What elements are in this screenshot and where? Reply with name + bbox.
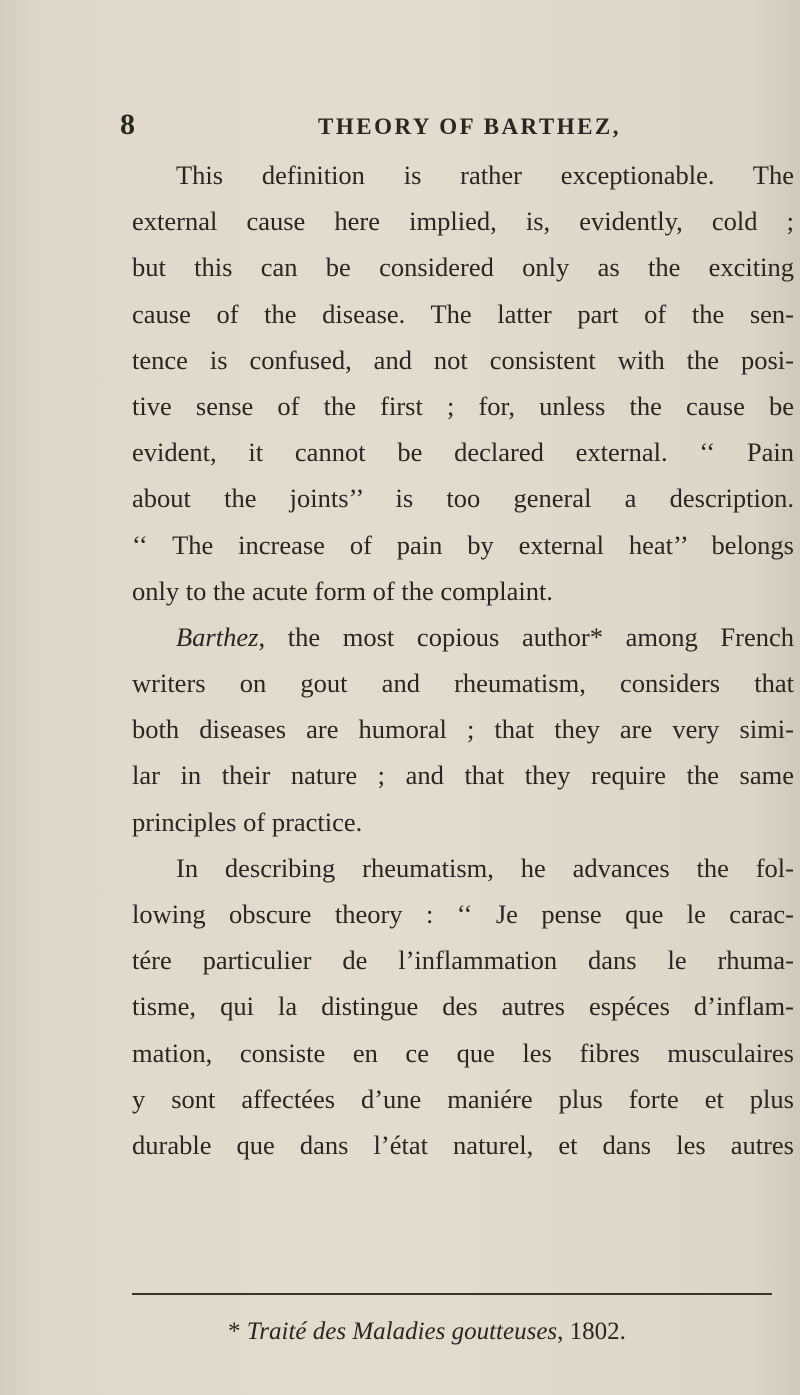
text-line: tére particulier de l’inflammation dans le rhuma- [132,945,794,976]
text-line: principles of practice. [132,806,363,837]
text-line: This definition is rather exceptionable. The [176,160,794,190]
running-title: THEORY OF BARTHEZ, [318,114,622,139]
footnote: * Traité des Maladies goutteuses, 1802. [228,1318,626,1345]
text-line: Barthez, the most copious author* among French [176,621,794,652]
author-name: Barthez [176,621,259,652]
text-line: tisme, qui la distingue des autres espéces d’inflam- [132,991,794,1022]
page-number: 8 [120,108,135,141]
text-line: about the joints’’ is too general a description. [132,483,794,514]
text-line: external cause here implied, is, evidently, cold ; [132,206,794,237]
text-line: but this can be considered only as the exciting [132,252,794,283]
running-head [0,108,800,148]
text-line: evident, it cannot be declared external. ‘‘ Pain [132,437,794,468]
footnote-divider [132,1293,772,1295]
text-line: lar in their nature ; and that they require the same [132,760,794,791]
text-line: writers on gout and rheumatism, considers that [132,668,794,699]
text-line: mation, consiste en ce que les fibres musculaires [132,1037,794,1068]
work-title: Traité des Maladies goutteuses [246,1318,558,1345]
text-line: only to the acute form of the complaint. [132,575,553,606]
text-line: durable que dans l’état naturel, et dans les autres [132,1129,794,1160]
body-text [132,152,794,1168]
text-line: y sont affectées d’une maniére plus forte et plus [132,1083,794,1114]
text-line: cause of the disease. The latter part of the sen- [132,298,794,329]
text-line: tive sense of the first ; for, unless the cause be [132,390,794,421]
text-line: lowing obscure theory : ‘‘ Je pense que le carac- [132,899,794,929]
text-line: tence is confused, and not consistent with the posi- [132,344,794,375]
text-line: both diseases are humoral ; that they are very simi- [132,714,794,745]
text-line: ‘‘ The increase of pain by external heat’’ belongs [132,529,794,560]
text-line: In describing rheumatism, he advances the fol- [176,852,794,883]
